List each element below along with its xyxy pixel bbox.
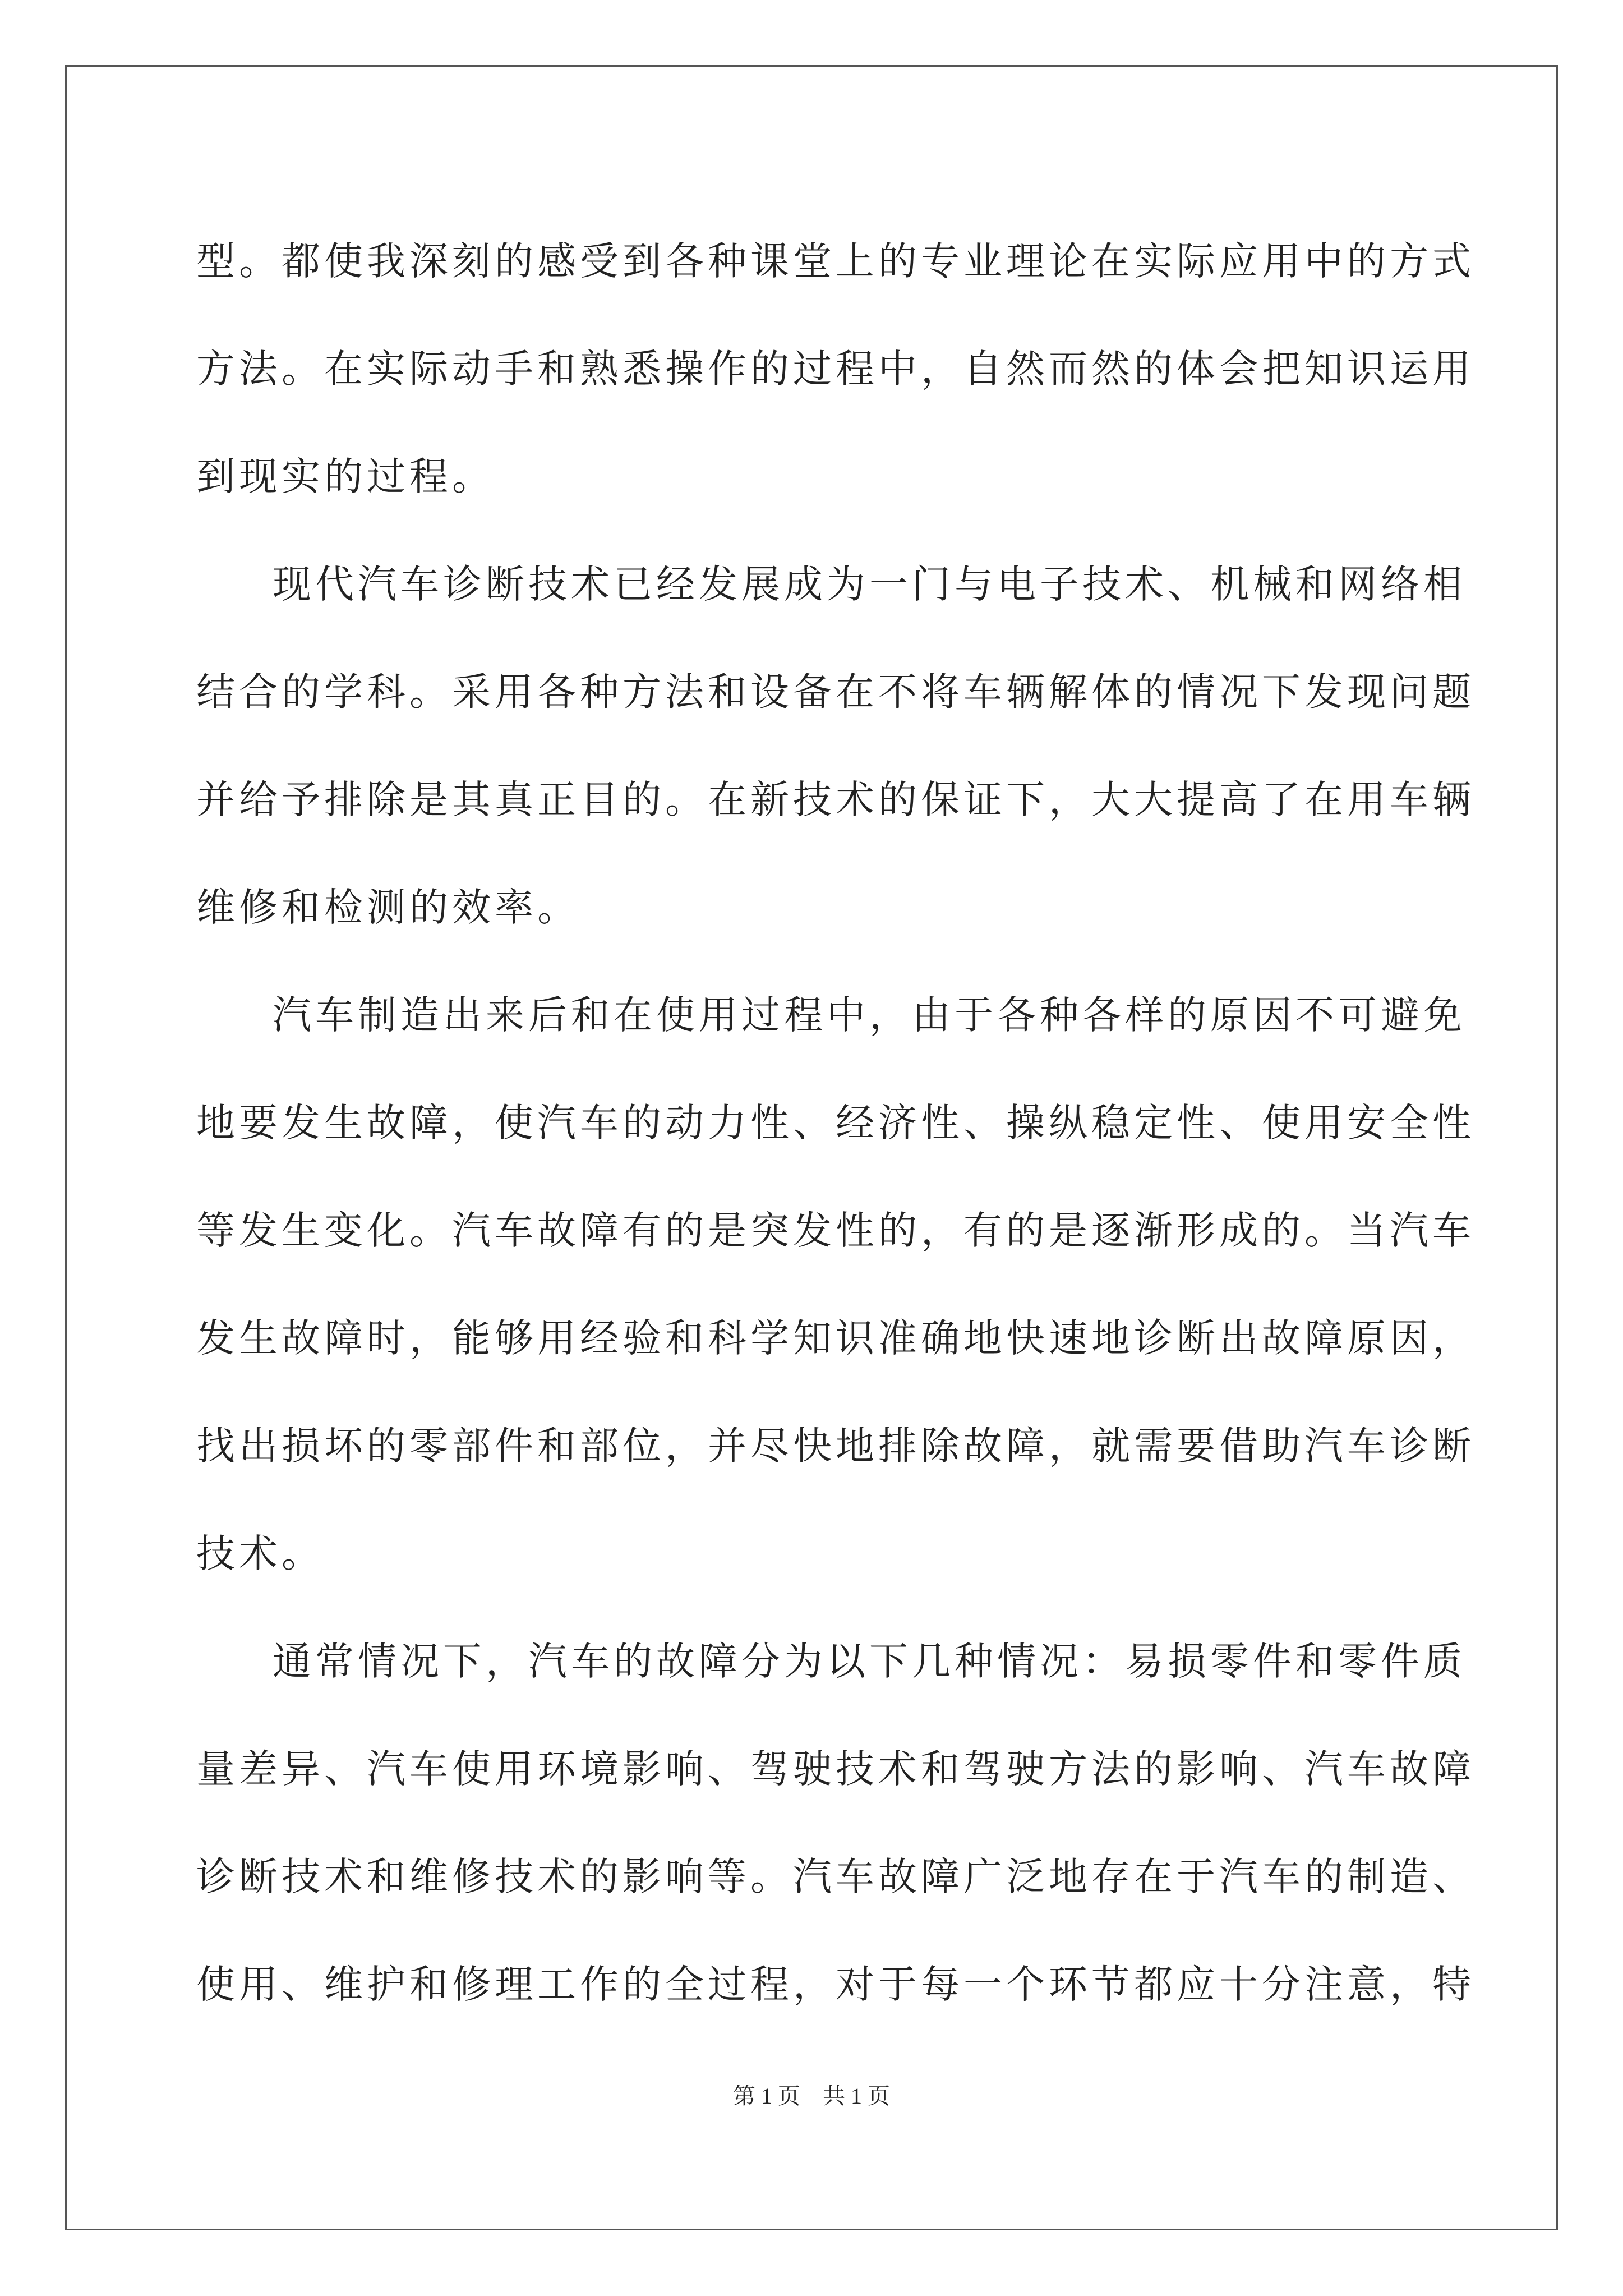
text-line: 找出损坏的零部件和部位，并尽快地排除故障，就需要借助汽车诊断 [196,1424,1475,1469]
document-body [196,208,1475,2039]
text-line: 地要发生故障，使汽车的动力性、经济性、操纵稳定性、使用安全性 [196,1101,1475,1145]
text-line: 技术。 [196,1531,324,1576]
text-line: 诊断技术和维修技术的影响等。汽车故障广泛地存在于汽车的制造、 [196,1855,1475,1899]
paragraph-first-line: 现代汽车诊断技术已经发展成为一门与电子技术、机械和网络相 [273,562,1466,607]
paragraph-first-line: 汽车制造出来后和在使用过程中，由于各种各样的原因不可避免 [273,993,1466,1038]
text-line: 量差异、汽车使用环境影响、驾驶技术和驾驶方法的影响、汽车故障 [196,1747,1475,1792]
text-line: 到现实的过程。 [196,454,495,499]
page-number: 第 1 页 共 1 页 [733,2083,890,2109]
text-line: 发生故障时，能够用经验和科学知识准确地快速地诊断出故障原因， [196,1316,1475,1361]
text-line: 型。都使我深刻的感受到各种课堂上的专业理论在实际应用中的方式 [196,239,1475,284]
text-line: 等发生变化。汽车故障有的是突发性的，有的是逐渐形成的。当汽车 [196,1208,1475,1253]
text-line: 方法。在实际动手和熟悉操作的过程中，自然而然的体会把知识运用 [196,347,1475,392]
text-line: 结合的学科。采用各种方法和设备在不将车辆解体的情况下发现问题 [196,670,1475,715]
text-line: 维修和检测的效率。 [196,885,580,930]
text-line: 并给予排除是其真正目的。在新技术的保证下，大大提高了在用车辆 [196,777,1475,822]
text-line: 使用、维护和修理工作的全过程，对于每一个环节都应十分注意，特 [196,1962,1475,2007]
paragraph-first-line: 通常情况下，汽车的故障分为以下几种情况：易损零件和零件质 [273,1639,1466,1684]
